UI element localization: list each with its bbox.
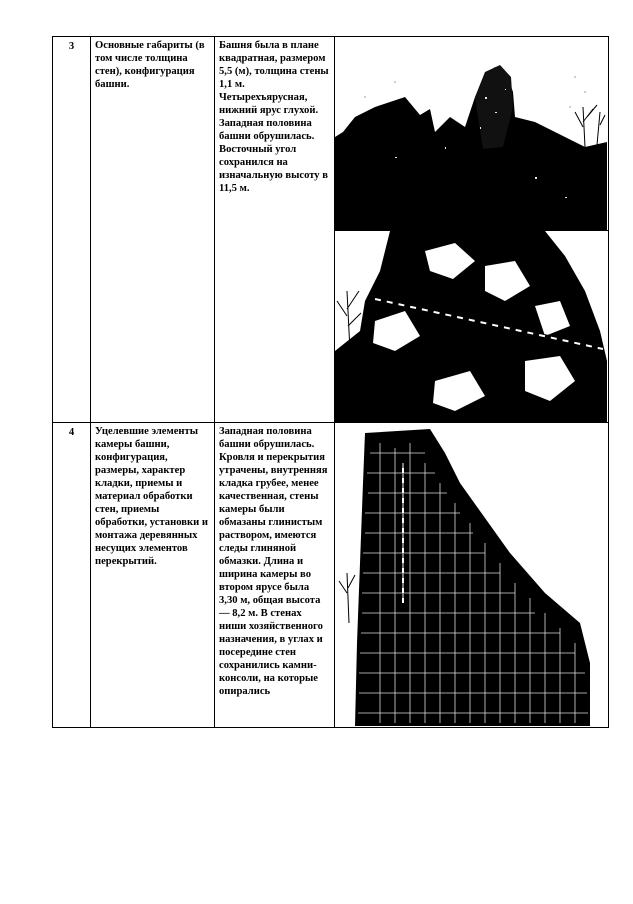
- description-cell: Западная половина башни обрушилась. Кровля и перекрытия утрачены, внутренняя кладка грубее, менее качественная, стены камеры были обмазаны глинистым раствором, имеются следы глиняной обмазки. Длина и ширина камеры во втором ярусе была 3,30 м, общая высота — 8,2 м. В стенах ниши хозяйственного назначения, в углах и посередине стен сохранились камни-консоли, на которые опирались: [215, 423, 335, 728]
- row-number: 3: [53, 37, 91, 423]
- row-number: 4: [53, 423, 91, 728]
- document-table: [52, 36, 609, 728]
- parameter-cell: Основные габариты (в том числе толщина стен), конфигурация башни.: [91, 37, 215, 423]
- tower-ruin-closeup-with-measuring-rod-photo: [335, 230, 608, 422]
- parameter-cell: Уцелевшие элементы камеры башни, конфигурация, размеры, характер кладки, приемы и материал обработки стен, приемы обработки, установки и монтажа деревянных несущих элементов перекрытий.: [91, 423, 215, 728]
- description-cell: Башня была в плане квадратная, размером 5,5 (м), толщина стены 1,1 м. Четырехъярусная, нижний ярус глухой. Западная половина башни обрушилась. Восточный угол сохранился на изначальную высоту в 11,5 м.: [215, 37, 335, 423]
- photo-cell: [335, 423, 609, 728]
- tower-wall-masonry-photo: [335, 423, 608, 726]
- photo-cell: [335, 37, 609, 423]
- tower-ruin-distant-photo: [335, 37, 608, 230]
- table-row: [53, 423, 609, 728]
- table-row: [53, 37, 609, 423]
